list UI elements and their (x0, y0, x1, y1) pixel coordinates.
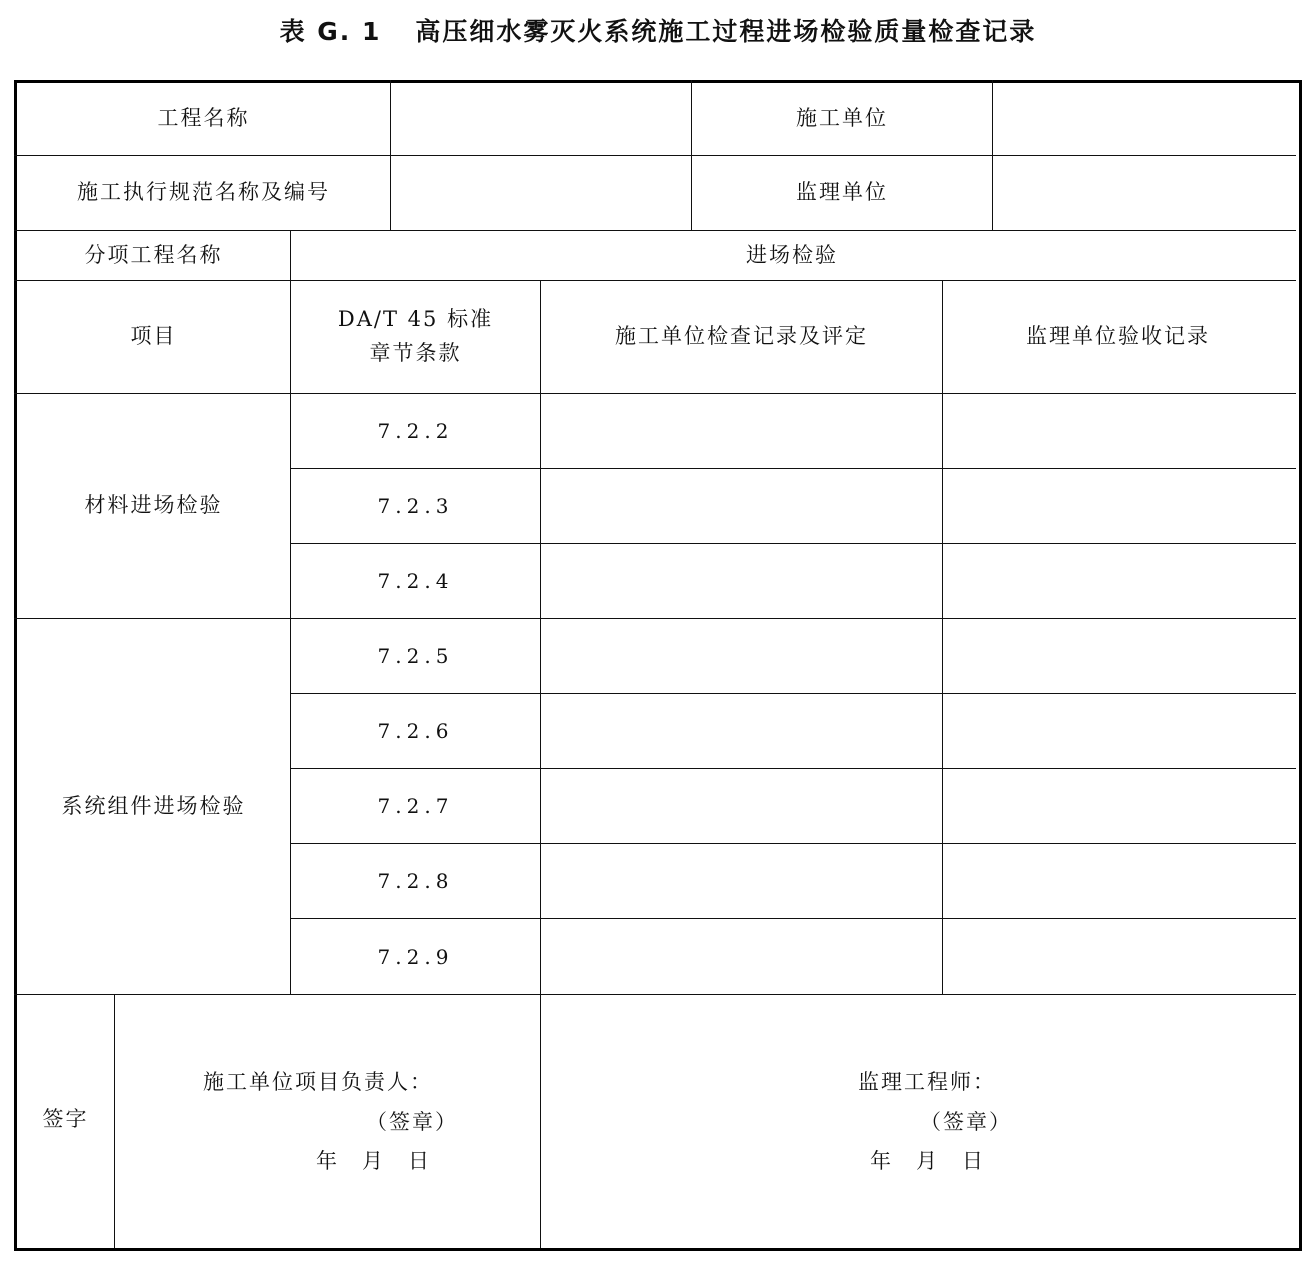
column-header-clause-line2: 章节条款 (369, 341, 462, 365)
column-header-supervisor-record: 监理单位验收记录 (1026, 324, 1210, 349)
supervisor-record-cell[interactable] (943, 769, 1293, 843)
column-header-item: 项目 (130, 324, 177, 349)
clause-cell: 7.2.7 (377, 794, 454, 818)
clause-cell: 7.2.8 (377, 869, 454, 893)
clause-cell: 7.2.5 (377, 644, 454, 668)
construction-unit-field[interactable] (993, 83, 1293, 155)
construction-unit-label: 施工单位 (796, 106, 888, 131)
subitem-label: 分项工程名称 (84, 242, 223, 267)
project-name-label: 工程名称 (157, 106, 250, 131)
contractor-record-cell[interactable] (541, 469, 942, 543)
contractor-record-cell[interactable] (541, 844, 942, 918)
contractor-record-cell[interactable] (541, 619, 942, 693)
contractor-record-cell[interactable] (541, 694, 942, 768)
clause-cell: 7.2.6 (377, 719, 454, 743)
contractor-record-cell[interactable] (541, 919, 942, 994)
supervisor-record-cell[interactable] (943, 694, 1293, 768)
clause-cell: 7.2.4 (377, 569, 454, 593)
column-header-clause (291, 281, 540, 393)
column-header-clause-line1: DA/T 45 标准 (337, 307, 494, 332)
clause-cell: 7.2.9 (377, 944, 454, 969)
contractor-responsible-label: 施工单位项目负责人： (203, 1070, 433, 1094)
supervisor-record-cell[interactable] (943, 469, 1293, 543)
supervisor-record-cell[interactable] (943, 844, 1293, 918)
standard-field[interactable] (391, 156, 691, 230)
supervising-engineer-label: 监理工程师： (858, 1070, 996, 1094)
contractor-date-label: 年 月 日 (316, 1149, 431, 1173)
column-header-contractor-record: 施工单位检查记录及评定 (615, 324, 868, 349)
standard-label: 施工执行规范名称及编号 (77, 180, 330, 205)
contractor-record-cell[interactable] (541, 544, 942, 618)
contractor-record-cell[interactable] (541, 394, 942, 468)
document-title (0, 12, 1316, 48)
supervision-unit-field[interactable] (993, 156, 1293, 230)
contractor-seal-label: （签章） (366, 1110, 458, 1134)
signature-label: 签字 (42, 1107, 89, 1132)
group-label-materials: 材料进场检验 (84, 493, 223, 518)
supervisor-date-label: 年 月 日 (870, 1149, 985, 1173)
subitem-value: 进场检验 (746, 242, 838, 267)
supervision-unit-label: 监理单位 (796, 180, 888, 205)
grid-line (14, 994, 1296, 995)
supervisor-seal-label: （签章） (920, 1110, 1012, 1134)
project-name-field[interactable] (391, 83, 691, 155)
group-label-components: 系统组件进场检验 (61, 793, 246, 818)
supervisor-record-cell[interactable] (943, 544, 1293, 618)
clause-cell: 7.2.3 (377, 494, 454, 518)
clause-cell: 7.2.2 (377, 419, 454, 443)
supervisor-record-cell[interactable] (943, 394, 1293, 468)
contractor-record-cell[interactable] (541, 769, 942, 843)
supervisor-record-cell[interactable] (943, 919, 1293, 994)
grid-line (114, 994, 115, 1248)
supervisor-record-cell[interactable] (943, 619, 1293, 693)
table-number: 表 G. 1 (279, 17, 382, 46)
table-title-text: 高压细水雾灭火系统施工过程进场检验质量检查记录 (415, 17, 1037, 46)
